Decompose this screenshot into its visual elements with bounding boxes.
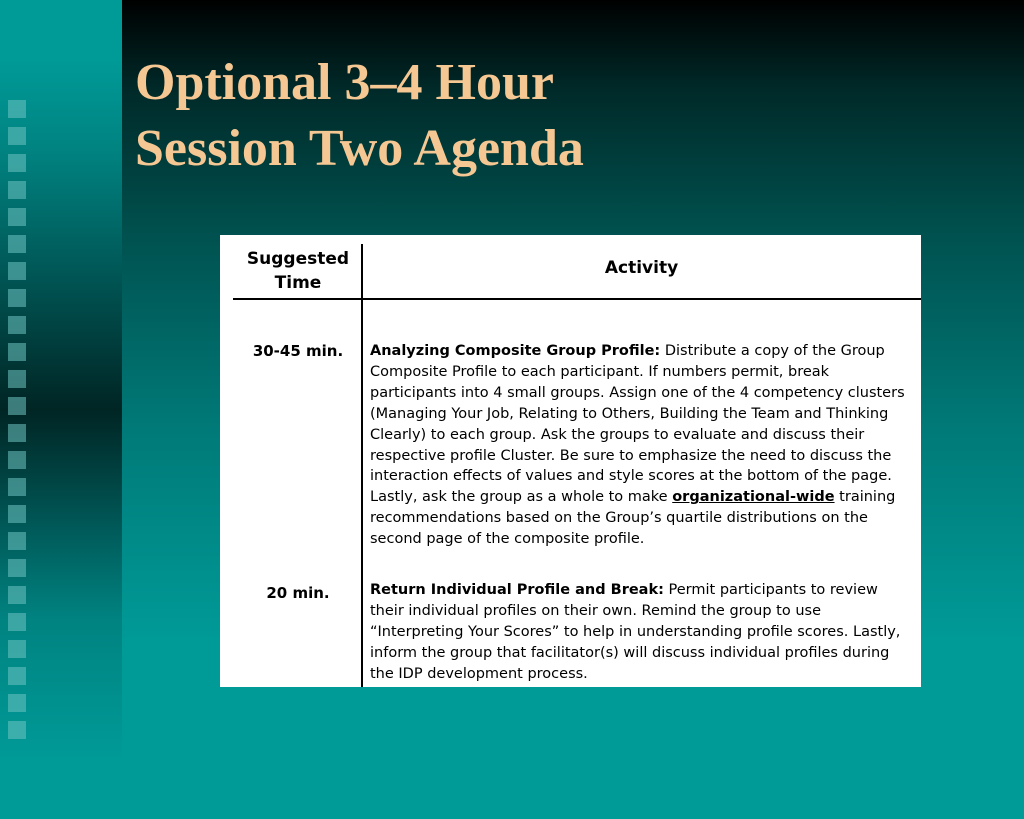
decorative-squares (8, 100, 26, 740)
row-1-activity (370, 341, 915, 550)
header-time-line-1: Suggested (246, 249, 350, 269)
header-divider (233, 298, 921, 300)
row-2-time: 20 min. (266, 584, 330, 602)
row-2-text-before: Permit participants to review their individual profiles on their own. Remind the group to use “Interpreting Your Scores” to help in understanding profile scores. Lastly, inform the group that facilitator(s) will discuss individual profiles during the IDP development process. (370, 582, 901, 682)
agenda-table (220, 235, 921, 687)
row-1-heading: Analyzing Composite Group Profile: (370, 343, 661, 359)
row-2-heading: Return Individual Profile and Break: (370, 582, 664, 598)
row-2-activity (370, 580, 915, 685)
left-decorative-strip (0, 0, 122, 819)
column-divider (361, 244, 363, 687)
header-suggested-time (234, 247, 362, 295)
title-line-1: Optional 3–4 Hour (135, 54, 554, 111)
row-1-emphasis: organizational-wide (672, 489, 835, 506)
header-activity: Activity (604, 258, 679, 278)
row-1-text-before: Distribute a copy of the Group Composite Profile to each participant. If numbers permit, break participants into 4 small groups. Assign one of the 4 competency clusters (Managing Your Job, Relating to Others, Building the Team and Thinking Clearly) to each group. Ask the groups to evaluate and discuss their respective profile Cluster. Be sure to emphasize the need to discuss the interaction effects of values and style scores at the bottom of the page. Lastly, ask the group as a whole to make (370, 343, 905, 506)
row-1-text-after: training recommendations based on the Group’s quartile distributions on the second page of the composite profile. (370, 489, 896, 548)
row-1-time: 30-45 min. (252, 342, 344, 360)
header-time-line-2: Time (274, 273, 322, 293)
slide-title (135, 50, 584, 182)
title-line-2: Session Two Agenda (135, 120, 584, 177)
